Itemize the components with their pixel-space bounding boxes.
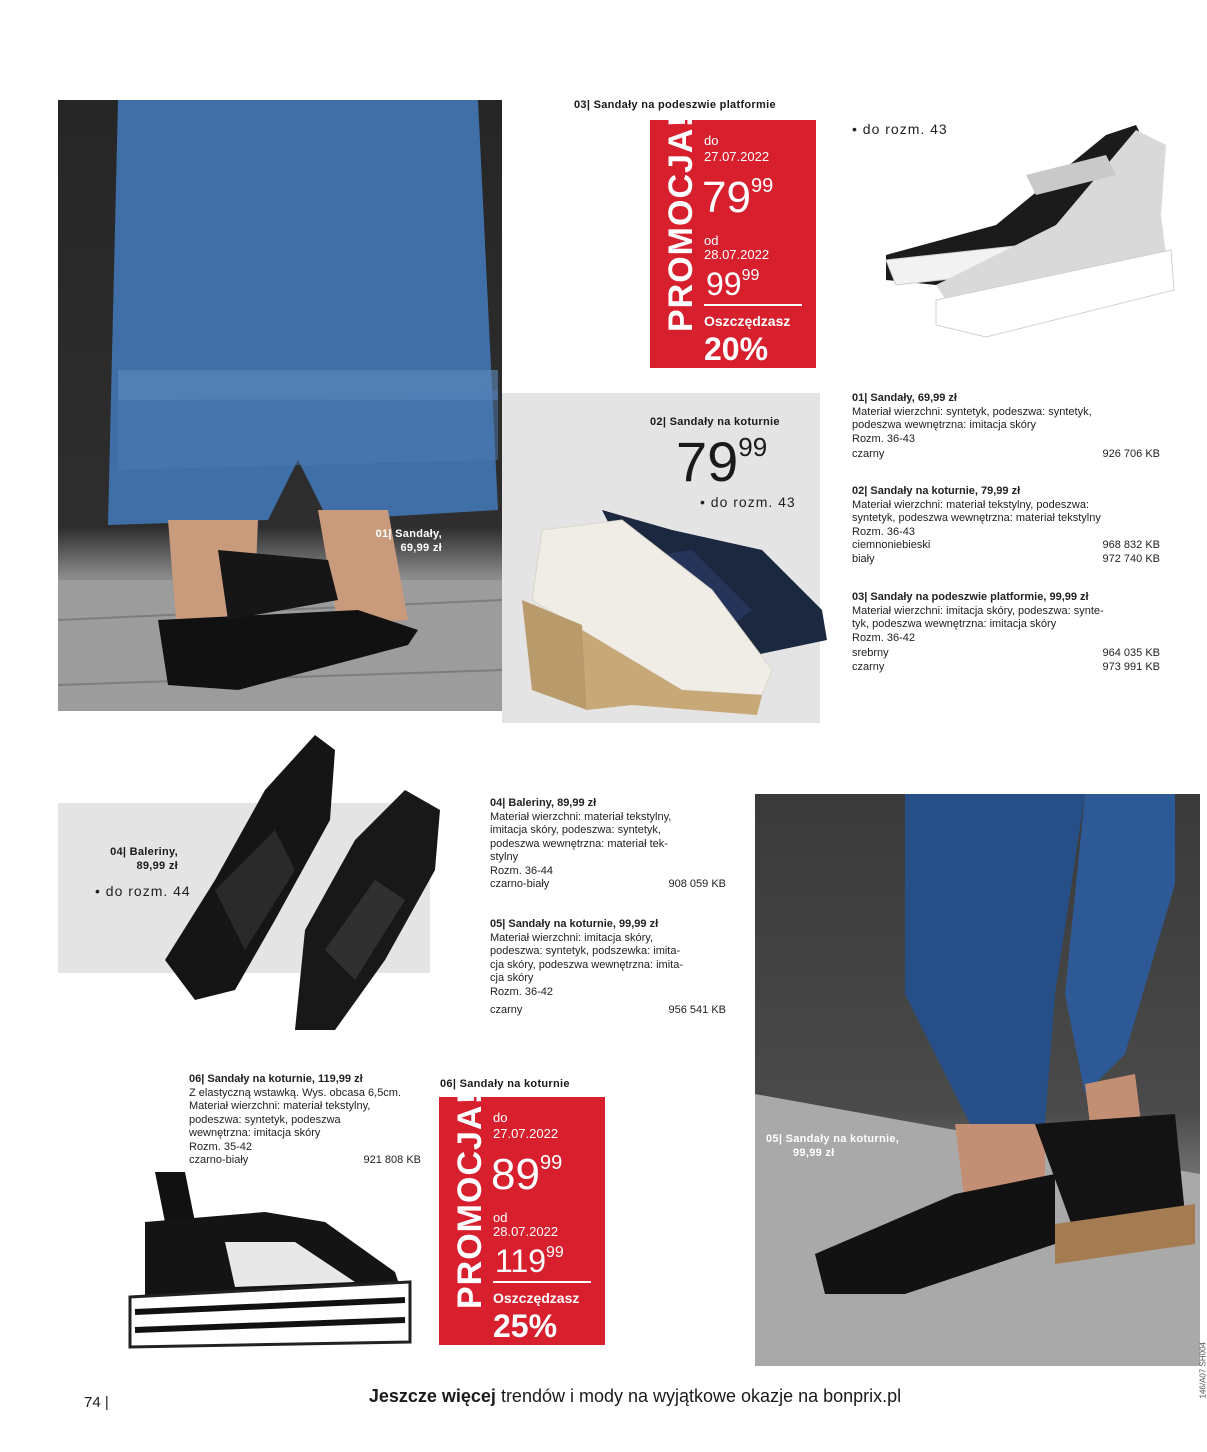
spec-01-variant: czarny 926 706 KB [852,448,1160,460]
spec-item-06 [189,1073,421,1168]
photo-black-ballerinas [155,730,455,1040]
item04-label-price: 89,99 zł [136,860,178,872]
promo-vertical-text: PROMOCJA! [451,1092,489,1309]
spec-06-line: wewnętrzna: imitacja skóry [189,1127,321,1139]
item04-label-name: 04| Baleriny, [110,846,178,858]
promo-regular-price: $99^{99}$ [706,266,760,302]
photo-label-01 [330,527,442,555]
item02-price: $79^{99}$ [676,430,768,493]
spec-03-line: Rozm. 36-42 [852,631,915,644]
promo-until-date: 27.07.2022 [704,149,770,164]
spec-02-line: syntetyk, podeszwa wewnętrzna: materiał tekstylny [852,512,1101,524]
promo-regular-price: $119^{99}$ [495,1243,564,1279]
spec-03-variant: czarny 973 991 KB [852,660,1160,673]
spec-04-line: imitacja skóry, podeszwa: syntetyk, [490,824,661,836]
promo-save-percent: 25% [493,1308,558,1344]
photo-wedge-espadrilles [512,490,832,720]
item04-size-note: • do rozm. 44 [95,883,191,899]
spec-06-line: Z elastyczną wstawką. Wys. obcasa 6,5cm. [189,1086,402,1099]
spec-04-variant: czarno-biały 908 059 KB [490,878,726,890]
spec-04-heading: 04| Baleriny, 89,99 zł [490,797,597,809]
promo-until-label: do [704,133,719,148]
spec-item-01 [852,392,1160,462]
promo-until-date: 27.07.2022 [493,1126,559,1141]
spec-02-heading: 02| Sandały na koturnie, 79,99 zł [852,485,1021,497]
photo-model-black-sandals [58,100,502,711]
photo-black-white-wedge-sandal [125,1162,415,1352]
spec-02-variant: ciemnoniebieski 968 832 KB [852,539,1160,551]
promo-from-date: 28.07.2022 [493,1224,559,1239]
side-code: 146/A07 SH004 [1198,1342,1207,1399]
promo-price: $89^{99}$ [491,1150,563,1199]
spec-item-02 [852,485,1160,566]
spec-01-line: Rozm. 36-43 [852,432,915,445]
spec-03-line: tyk, podeszwa wewnętrzna: imitacja skóry [852,618,1057,630]
spec-01-line: podeszwa wewnętrzna: imitacja skóry [852,419,1037,431]
spec-05-variant: czarny 956 541 KB [490,1004,726,1016]
photo-label-01-price: 69,99 zł [400,542,442,554]
spec-02-line: Materiał wierzchni: materiał tekstylny, podeszwa: [852,498,1089,511]
spec-02-line: Rozm. 36-43 [852,525,915,538]
spec-05-line: cja skóry, podeszwa wewnętrzna: imita- [490,958,683,971]
promo-from-label: od [493,1210,508,1225]
item03-heading: 03| Sandały na podeszwie platformie [574,99,776,111]
spec-05-line: Rozm. 36-42 [490,985,553,998]
promo-save-percent: 20% [704,331,769,367]
spec-04-line: Rozm. 36-44 [490,864,553,877]
spec-05-line: cja skóry [490,972,534,984]
spec-05-heading: 05| Sandały na koturnie, 99,99 zł [490,918,659,930]
spec-06-line: Rozm. 35-42 [189,1140,252,1153]
promo-until-label: do [493,1110,508,1125]
promo-price: $79^{99}$ [702,173,774,222]
item06-heading: 06| Sandały na koturnie [440,1078,570,1090]
spec-06-variant: czarno-biały 921 808 KB [189,1154,421,1166]
spec-01-heading: 01| Sandały, 69,99 zł [852,392,957,404]
spec-05-line: podeszwa: syntetyk, podszewka: imita- [490,945,681,957]
promo-box-2 [439,1092,605,1345]
spec-item-05 [490,918,726,1018]
spec-06-line: Materiał wierzchni: materiał tekstylny, [189,1100,371,1112]
spec-item-03 [852,591,1160,674]
promo-divider [493,1281,591,1283]
spec-03-heading: 03| Sandały na podeszwie platformie, 99,99 zł [852,591,1089,603]
spec-04-line: stylny [490,851,519,863]
photo-label-05-price: 99,99 zł [793,1147,835,1159]
spec-03-variant: srebrny 964 035 KB [852,647,1160,659]
promo-vertical-text: PROMOCJA! [662,115,700,332]
photo-model-wedge-sandals [755,794,1200,1366]
promo-box-1 [650,115,816,368]
spec-01-line: Materiał wierzchni: syntetyk, podeszwa: syntetyk, [852,405,1092,418]
item03-size-note: • do rozm. 43 [852,121,948,137]
footer-tagline-rest: trendów i mody na wyjątkowe okazje na bonprix.pl [495,1386,902,1406]
spec-04-line: podeszwa wewnętrzna: materiał tek- [490,837,668,850]
spec-item-04 [490,797,726,892]
photo-silver-platform-sandals [876,115,1176,340]
promo-divider [704,304,802,306]
photo-label-01-name: 01| Sandały, [375,528,442,540]
promo-save-label: Oszczędzasz [704,313,791,329]
footer-tagline-bold: Jeszcze więcej [368,1386,496,1406]
photo-label-05 [766,1132,926,1160]
page-number: 74 | [84,1394,109,1411]
promo-from-label: od [704,233,719,248]
footer-tagline [0,1386,1200,1416]
spec-06-heading: 06| Sandały na koturnie, 119,99 zł [189,1073,363,1085]
spec-06-line: podeszwa: syntetyk, podeszwa [189,1113,341,1126]
promo-from-date: 28.07.2022 [704,247,770,262]
photo-label-05-name: 05| Sandały na koturnie, [766,1133,900,1145]
spec-05-line: Materiał wierzchni: imitacja skóry, [490,931,654,944]
item02-heading: 02| Sandały na koturnie [650,416,780,428]
item02-size-note: • do rozm. 43 [700,494,796,510]
promo-save-label: Oszczędzasz [493,1290,580,1306]
spec-04-line: Materiał wierzchni: materiał tekstylny, [490,810,672,823]
spec-02-variant: biały 972 740 KB [852,552,1160,565]
spec-03-line: Materiał wierzchni: imitacja skóry, podeszwa: synte- [852,604,1104,617]
